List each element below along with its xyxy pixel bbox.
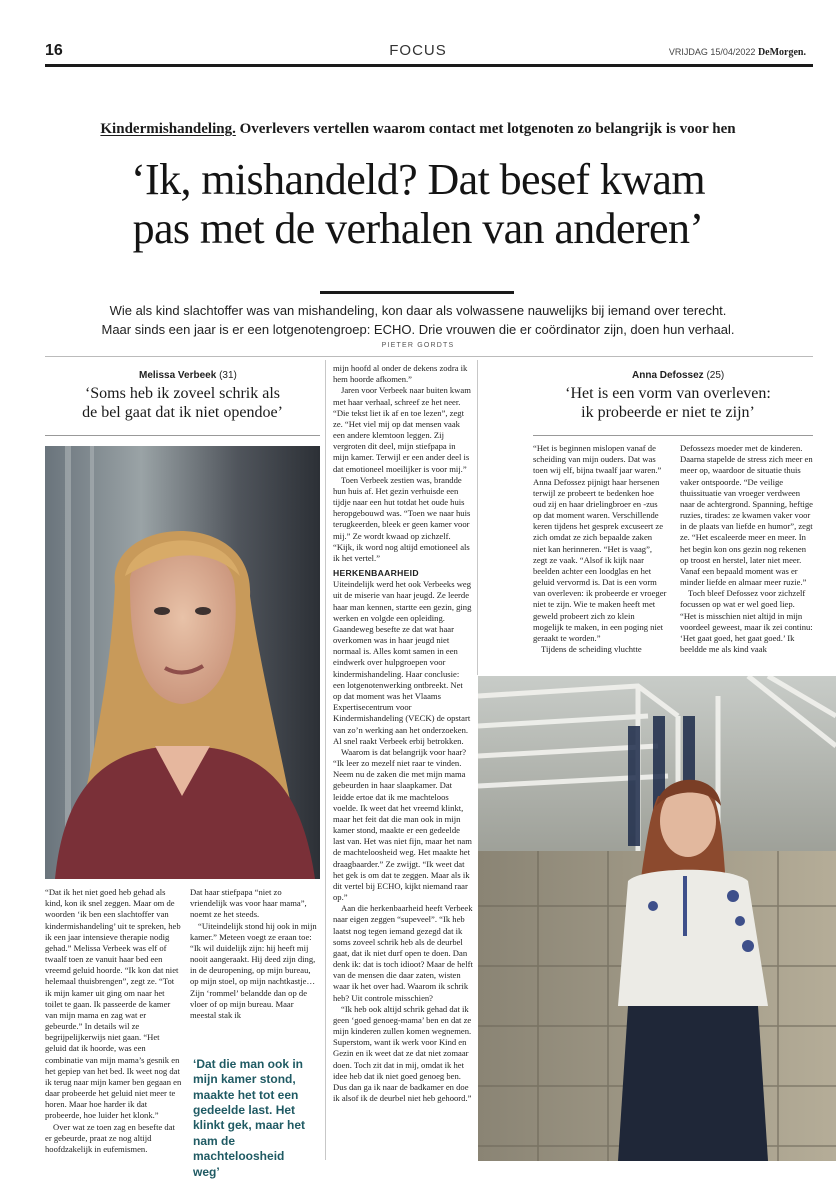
subhead-herkenbaarheid: HERKENBAARHEID xyxy=(333,568,419,579)
left-quote-head xyxy=(45,385,320,423)
page-number: 16 xyxy=(45,42,63,59)
paragraph: Toch bleef Defossez voor zichzelf focussen op wat er wel goed liep. “Het is misschien niet altijd in mijn voordeel geweest, maar ik zei continu: ‘Het gaat goed, het gaat goed.’ Ik beeldde me als kind vaak xyxy=(680,588,813,655)
kicker-text: Overlevers vertellen waarom contact met lotgenoten zo belangrijk is voor hen xyxy=(235,121,736,137)
intro-rule xyxy=(45,356,813,357)
paragraph: Toen Verbeek zestien was, brandde hun huis af. Het gezin verhuisde een tijdje naar een hut totdat het oude huis heropgebouwd was. “Toen we naar huis terugkeerden, bleek er geen kamer voor mij.” Ze wordt kwaad op zichzelf. “Kijk, ik word nog altijd emotioneel als ik het vertel.” xyxy=(333,474,471,563)
issue-date: VRIJDAG 15/04/2022 xyxy=(668,47,756,57)
left-column-2 xyxy=(190,887,318,1021)
kicker-tag: Kindermishandeling. xyxy=(100,121,236,137)
column-separator xyxy=(477,360,478,675)
left-name: Melissa Verbeek xyxy=(139,370,217,381)
kicker xyxy=(0,121,836,138)
intro xyxy=(0,302,836,340)
middle-column xyxy=(333,363,473,1104)
right-quote-line-1: ‘Het is een vorm van overleven: xyxy=(565,385,771,402)
paragraph: Aan die herkenbaarheid heeft Verbeek naar eigen zeggen “supeveel”. “Ik heb laatst nog tegen iemand gezegd dat ik soms zoveel schrik heb als de deurbel gaat, dat ik niet durf open te doen. Dan denk ik: dat is toch idioot? Maar de helft van de mensen die daar zaten, wisten waar ik het over had. Waarom ik schrik heb? Uit controle misschien? xyxy=(333,903,473,1003)
right-age: (25) xyxy=(706,370,725,381)
intro-line-1: Wie als kind slachtoffer was van mishandeling, kon daar als volwassene nauwelijks bij iemand over terecht. xyxy=(109,303,727,318)
headline-rule xyxy=(320,291,514,294)
paragraph: Dat haar stiefpapa “niet zo vriendelijk was voor haar mama”, noemt ze het steeds. xyxy=(190,887,307,920)
column-separator xyxy=(325,360,326,1160)
portrait-anna-defossez xyxy=(478,676,836,1161)
left-age: (31) xyxy=(219,370,237,381)
headline xyxy=(0,155,836,254)
left-quote-line-1: ‘Soms heb ik zoveel schrik als xyxy=(84,385,281,402)
pull-quote: ‘Dat die man ook in mijn kamer stond, maakte het tot een gedeelde last. Het klinkt gek, maar het nam de machteloosheid weg’ xyxy=(193,1057,306,1179)
section-label: FOCUS xyxy=(389,42,447,59)
left-head-rule xyxy=(45,435,320,436)
right-column-1 xyxy=(533,443,667,655)
portrait-melissa-verbeek xyxy=(45,446,320,879)
headline-line-1: ‘Ik, mishandeld? Dat besef kwam xyxy=(131,155,705,204)
paragraph: “Dat ik het niet goed heb gehad als kind, kon ik snel zeggen. Maar om de woorden ‘ik ben een slachtoffer van kindermishandeling’ uit te spreken, heb ik een jaar intensieve therapie nodig gehad.” Melissa Verbeek was elf of twaalf toen ze vanuit haar bed een vreemd geluid hoorde. “Ik kon dat niet helemaal thuisbrengen”, zegt ze. “Tot ik mijn kamer uit ging om naar het toilet te gaan. Ik passeerde de kamer van mijn mama en zag wat er gebeurde.” In details wil ze begrijpelijkerwijs niet gaan. “Het geluid dat ik hoorde, was een combinatie van mijn mama’s gesnik en het gepiep van het bed. Ik weet nog dat ik terug naar mijn kamer ben gegaan en daar probeerde het geluid niet meer te horen. Maar hoe harder ik dat probeerde, hoe luider het klonk.” xyxy=(45,887,182,1121)
paragraph: “Uiteindelijk stond hij ook in mijn kamer.” Meteen voegt ze eraan toe: “Ik wil duidelijk zijn: hij heeft mij nooit aangeraakt. Hij deed zijn ding, in de deuropening, op mijn bureau, op mijn stoel, op mijn nachtkastje… Zijn ‘rommel’ belandde dan op de vloer of op mijn bureau. Maar meestal stak ik xyxy=(190,920,317,1020)
paragraph: “Het is beginnen mislopen vanaf de scheiding van mijn ouders. Dat was toen wij elf, bijna twaalf jaar waren.” Anna Defossez pijnigt haar hersenen terwijl ze probeert te bedenken hoe oud zij en haar drielingbroer en -zus op dat moment waren. Verschillende keren tijdens het gesprek excuseert ze zich omdat ze zich bepaalde zaken niet kan herinneren. “Het is vaag”, zegt ze vaak. “Alsof ik kijk naar beelden achter een loodglas en het geluid vervormd is. Dat is een vorm van overleven: ik probeerde er vroeger niet te zijn. Wie te maken heeft met geweld probeert zich zo klein mogelijk te maken, in een poging niet geraakt te worden.” xyxy=(533,443,667,643)
left-subject-name xyxy=(139,370,237,381)
dateline xyxy=(669,47,806,58)
right-subject-name xyxy=(632,370,724,381)
newspaper-logo: DeMorgen. xyxy=(757,47,806,58)
paragraph: Tijdens de scheiding vluchtte xyxy=(541,644,642,655)
intro-line-2: Maar sinds een jaar is er een lotgenotengroep: ECHO. Drie vrouwen die er coördinator zijn, doen hun verhaal. xyxy=(101,321,735,337)
paragraph: Jaren voor Verbeek naar buiten kwam met haar verhaal, schreef ze het neer. “Die tekst liet ik af en toe lezen”, zegt ze. “Het viel mij op dat mensen vaak een andere klemtoon leggen. Zij vergroten dit deel, mijn stiefpapa in mijn kamer. Terwijl er een ander deel is dat emotioneel moeilijker is voor mij.” xyxy=(333,385,471,474)
headline-line-2: pas met de verhalen van anderen’ xyxy=(132,204,704,254)
header-rule xyxy=(45,64,813,67)
right-head-rule xyxy=(533,435,813,436)
paragraph: mijn hoofd al onder de dekens zodra ik hem hoorde afkomen.” xyxy=(333,363,468,385)
right-column-2 xyxy=(680,443,813,655)
right-name: Anna Defossez xyxy=(632,370,704,381)
right-quote-line-2: ik probeerde er niet te zijn’ xyxy=(581,403,755,421)
paragraph: Uiteindelijk werd het ook Verbeeks weg uit de miserie van haar jeugd. Ze leerde haar man kennen, startte een gezin, ging werken en volgde een opleiding. Gaandeweg besefte ze dat wat haar overkomen was in haar jeugd niet normaal is. Alles komt samen in een eindwerk over hulpgroepen voor kindermishandeling. Haar conclusie: een lotgenotenwerking ontbreekt. Net op dat moment was het Vlaams Expertisecentrum voor Kindermishandeling (VECK) de opstart van zo’n werking aan het onderzoeken. Al snel raakt Verbeek erbij betrokken. xyxy=(333,579,472,746)
paragraph: Over wat ze toen zag en besefte dat er gebeurde, praat ze nog altijd hoofdzakelijk in eufemismen. xyxy=(45,1121,175,1154)
left-quote-line-2: de bel gaat dat ik niet opendoe’ xyxy=(82,403,283,421)
left-column-1 xyxy=(45,887,182,1155)
paragraph: Defossezs moeder met de kinderen. Daarna stapelde de stress zich meer en meer op, waardoor de situatie thuis vaker ontspoorde. “De veilige thuissituatie van vroeger verdween naar de achtergrond. Spanning, heftige ruzies, tirades: ze kwamen vaker voor in de plaats van liefde en humor”, zegt ze. “Het escaleerde meer en meer. In het begin kon ons gezin nog rekenen op troost en herstel, later niet meer. Vanaf een bepaald moment was er minder liefde en almaar meer ruzie.” xyxy=(680,443,813,588)
paragraph: “Ik heb ook altijd schrik gehad dat ik geen ‘goed genoeg-mama’ ben en dat ze mijn kinderen zullen komen wegnemen. Superstom, want ik werk voor Kind en Gezin en ik weet dat ze dat niet zomaar doen. Toch zit dat in mij, omdat ik het idee heb dat ik niet goed genoeg ben. Dus dan ga ik naar de badkamer en doe ik alsof ik de deurbel niet heb gehoord.” xyxy=(333,1003,472,1104)
paragraph: Waarom is dat belangrijk voor haar? “Ik leer zo mezelf niet raar te vinden. Neem nu de zaken die met mijn mama gebeurden in haar slaapkamer. Dat leidde ertoe dat ik me machteloos voelde. Ik weet dat het vreemd klinkt, maar het feit dat die man ook in mijn kamer stond, maakte er een gedeelde last van. Het was niet fijn, maar het nam de machteloosheid weg. Het maakte het draagbaarder.” Ze zwijgt. “Ik weet dat het gek is om dat te zeggen. Maar als ik dit vertel bij ECHO, kijkt niemand raar op.” xyxy=(333,746,472,903)
byline: PIETER GORDTS xyxy=(381,342,455,349)
right-quote-head xyxy=(500,385,836,423)
